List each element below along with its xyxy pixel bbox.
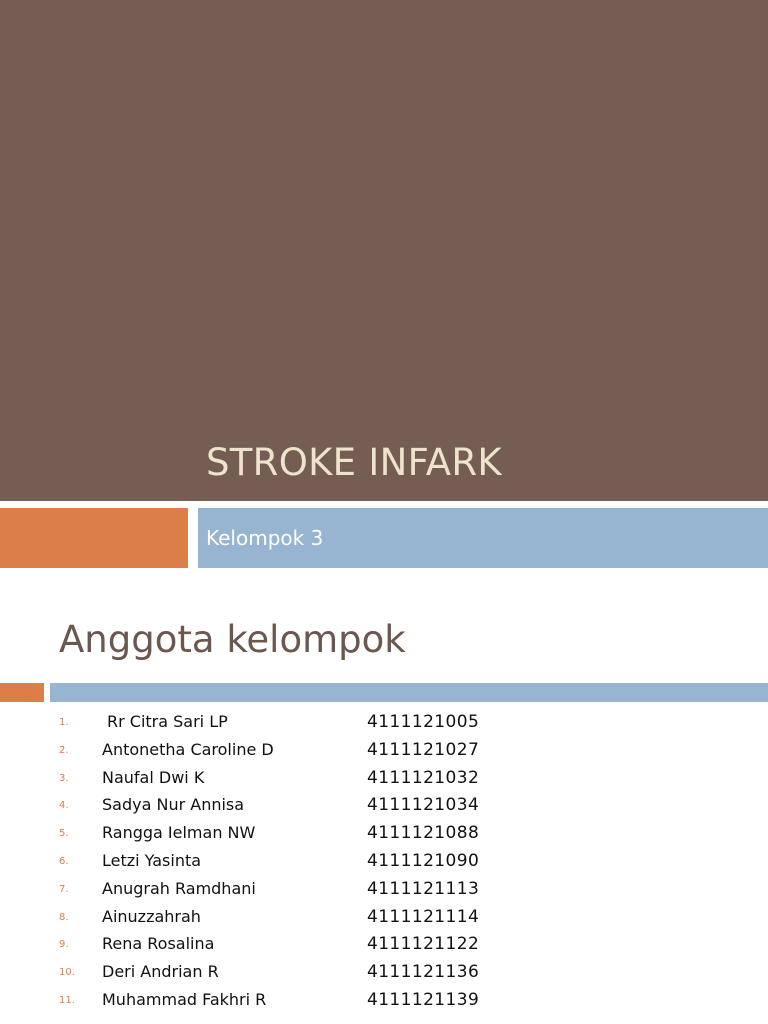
member-name: Rangga Ielman NW — [102, 823, 256, 843]
member-name: Naufal Dwi K — [102, 767, 205, 787]
member-list — [0, 708, 768, 1014]
member-number: 9. — [59, 939, 69, 951]
member-number: 8. — [59, 911, 69, 923]
member-number: 5. — [59, 828, 69, 840]
members-slide — [0, 576, 768, 1024]
member-nim: 4111121088 — [367, 823, 480, 844]
presentation-subtitle: Kelompok 3 — [206, 526, 324, 550]
member-number: 2. — [59, 744, 69, 756]
member-number: 3. — [59, 772, 69, 784]
member-name: Rena Rosalina — [102, 934, 215, 954]
member-row — [0, 875, 768, 903]
member-number: 6. — [59, 855, 69, 867]
orange-accent-block — [0, 508, 188, 568]
member-row — [0, 764, 768, 792]
member-row — [0, 847, 768, 875]
member-number: 10. — [59, 967, 75, 979]
blue-accent-bar — [50, 683, 768, 702]
member-name: Ainuzzahrah — [102, 906, 201, 926]
member-row — [0, 958, 768, 986]
member-nim: 4111121136 — [367, 962, 480, 983]
member-row — [0, 736, 768, 764]
member-name: Letzi Yasinta — [102, 850, 202, 870]
member-row — [0, 903, 768, 931]
member-nim: 4111121034 — [367, 795, 480, 816]
orange-accent-bar — [0, 683, 44, 702]
members-slide-title: Anggota kelompok — [59, 618, 406, 661]
member-row — [0, 791, 768, 819]
member-name: Anugrah Ramdhani — [102, 878, 256, 898]
subtitle-band — [198, 508, 768, 568]
member-nim: 4111121139 — [367, 989, 480, 1010]
member-nim: 4111121113 — [367, 878, 480, 899]
member-number: 1. — [59, 717, 69, 728]
member-name: Muhammad Fakhri R — [102, 989, 267, 1009]
member-row — [0, 930, 768, 958]
member-nim: 4111121005 — [367, 712, 480, 732]
member-nim: 4111121027 — [367, 739, 480, 760]
member-number: 4. — [59, 800, 69, 812]
member-name: Antonetha Caroline D — [102, 739, 274, 759]
member-name: Rr Citra Sari LP — [107, 712, 228, 731]
member-name: Sadya Nur Annisa — [102, 795, 245, 815]
member-nim: 4111121122 — [367, 934, 480, 955]
member-nim: 4111121114 — [367, 906, 480, 927]
member-row — [0, 708, 768, 736]
member-nim: 4111121032 — [367, 767, 480, 788]
member-number: 11. — [59, 994, 75, 1006]
member-name: Deri Andrian R — [102, 962, 219, 982]
title-hero-panel — [0, 0, 768, 501]
member-row — [0, 819, 768, 847]
presentation-title: STROKE INFARK — [206, 441, 502, 484]
member-number: 7. — [59, 883, 69, 895]
member-nim: 4111121090 — [367, 850, 480, 871]
member-row — [0, 986, 768, 1014]
